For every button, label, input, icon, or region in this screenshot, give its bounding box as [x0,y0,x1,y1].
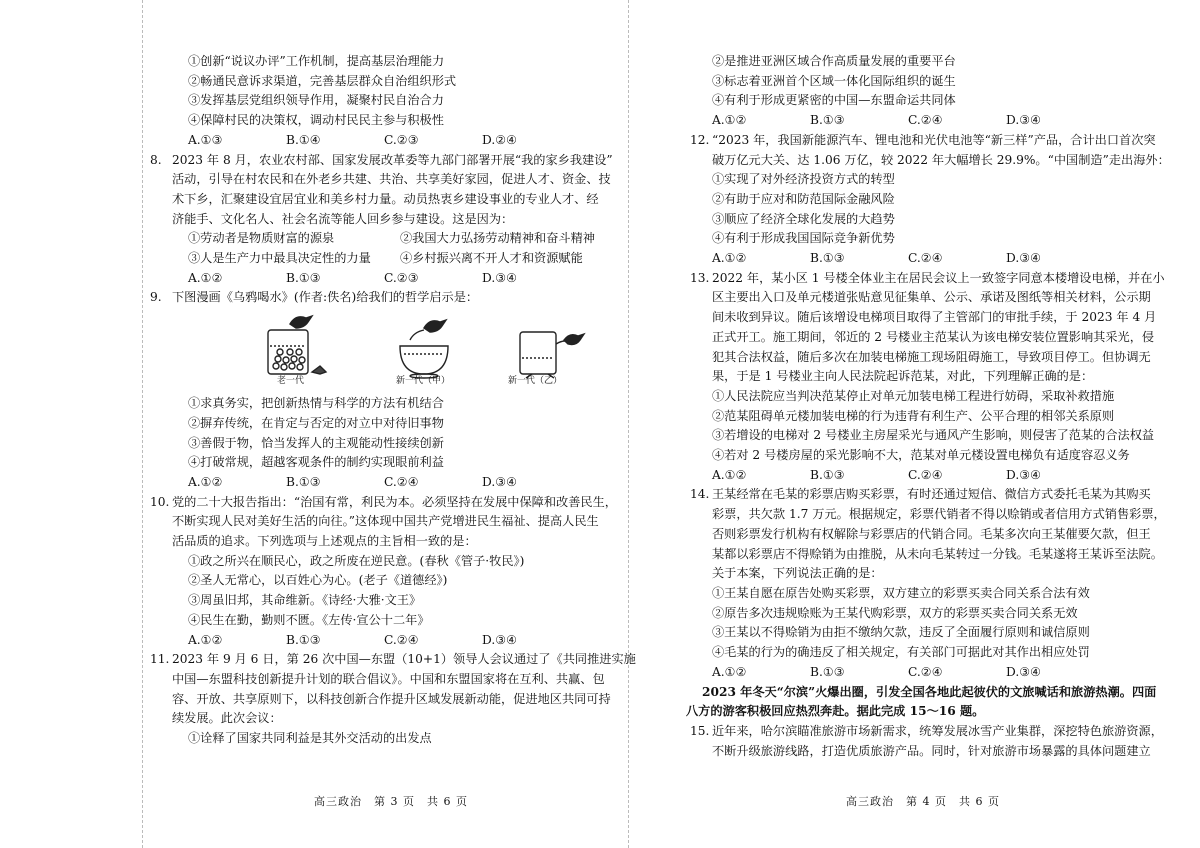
option-a: A.①② [712,113,747,128]
statement: ④民生在勤，勤则不匮。《左传·宣公十二年》 [188,612,430,627]
question-8 [150,151,613,289]
option-a: A.①② [712,251,747,266]
question-11-tail [712,52,1167,131]
caption-new-generation-b: 新一代（乙） [508,376,563,387]
intro-line: 2023 年冬天“尔滨”火爆出圈，引发全国各地此起彼伏的文旅喊话和旅游热潮。四面 [702,684,1157,699]
statement: ③周虽旧邦，其命维新。《诗经·大雅·文王》 [188,593,422,608]
stem-line: 犯其合法权益，随后多次在加装电梯施工现场阻碍施工，导致项目停工。但协调无 [712,349,1151,364]
material-intro [686,683,1167,722]
statement: ②畅通民意诉求渠道，完善基层群众自治组织形式 [188,73,457,88]
option-a: A.①② [188,474,223,489]
statement: ③标志着亚洲首个区域一体化国际组织的诞生 [712,73,956,88]
statement: ②摒弃传统，在肯定与否定的对立中对待旧事物 [188,415,444,430]
question-9 [150,288,612,492]
stem-line: 间未收到异议。随后该增设电梯项目取得了主管部门的审批手续，于 2023 年 4 月 [712,310,1157,325]
question-number: 8. [150,152,162,167]
statement: ③人是生产力中最具决定性的力量 [188,251,371,266]
option-b: B.①③ [286,632,321,647]
option-b: B.①④ [286,132,321,147]
statement: ①创新“说议办评”工作机制，提高基层治理能力 [188,54,445,68]
option-b: B.①③ [286,474,321,489]
stem-line: 容、开放、共享原则下，以科技创新合作提升区域发展新动能，促进地区共同可持 [172,691,611,706]
statement: ①求真务实，把创新热情与科学的方法有机结合 [188,396,444,411]
stem-line: 王某经常在毛某的彩票店购买彩票，有时还通过短信、微信方式委托毛某为其购买 [712,487,1151,502]
option-a: A.①② [188,632,223,647]
option-b: B.①③ [810,664,845,679]
statement: ④打破常规，超越客观条件的制约实现眼前利益 [188,455,444,470]
stem-line: 续发展。此次会议： [172,711,282,726]
statement: ③善假于物，恰当发挥人的主观能动性接续创新 [188,435,444,450]
option-c: C.②③ [384,132,419,147]
question-12 [690,131,1170,269]
question-15 [690,722,1167,761]
question-number: 12. [690,132,710,147]
question-number: 9. [150,290,162,305]
answer-options [172,631,612,651]
intro-line: 八方的游客积极回应热烈奔赴。据此完成 15～16 题。 [686,704,985,719]
page-divider [628,0,629,848]
question-7-tail [172,52,612,151]
answer-options [712,249,1167,269]
option-b: B.①③ [286,270,321,285]
right-column [686,52,1170,761]
statement: ④毛某的行为的确违反了相关规定，有关部门可据此对其作出相应处罚 [712,645,1090,660]
left-column [150,52,636,749]
statement: ①政之所兴在顺民心，政之所废在逆民意。(春秋《管子·牧民》) [188,553,525,568]
stem-line: 2023 年 9 月 6 日，第 26 次中国—东盟（10+1）领导人会议通过了《共同推进实施 [172,652,636,667]
answer-options [172,473,612,493]
crow-drinking-cartoon [172,310,612,392]
caption-new-generation-a: 新一代（甲） [396,376,451,387]
statement: ③王某以不得赊销为由拒不缴纳欠款，违反了全面履行原则和诚信原则 [712,625,1090,640]
answer-options [712,663,1167,683]
statement: ①诠释了国家共同利益是其外交活动的出发点 [188,731,432,746]
statement: ③发挥基层党组织领导作用，凝聚村民自治合力 [188,93,444,108]
option-c: C.②④ [384,474,419,489]
option-d: D.③④ [482,270,518,285]
answer-options [172,131,612,151]
question-10 [150,493,617,651]
option-c: C.②④ [384,632,419,647]
question-number: 13. [690,270,710,285]
statement: ③若增设的电梯对 2 号楼业主房屋采光与通风产生影响，则侵害了范某的合法权益 [712,428,1155,443]
stem-line: 济能手、文化名人、社会名流等能人回乡参与建设。这是因为： [172,211,514,226]
option-d: D.③④ [1006,113,1042,128]
stem-line: 正式开工。施工期间，邻近的 2 号楼业主范某认为该电梯安装位置影响其采光，侵 [712,329,1155,344]
question-number: 10. [150,494,170,509]
option-c: C.②④ [908,664,943,679]
question-14 [690,485,1167,682]
question-13 [690,269,1167,486]
option-d: D.③④ [1006,467,1042,482]
stem-line: 2022 年，某小区 1 号楼全体业主在居民会议上一致签字同意本楼增设电梯，并在小 [712,270,1165,285]
question-11 [150,650,636,749]
answer-options [172,269,612,289]
option-c: C.②④ [908,113,943,128]
option-b: B.①③ [810,113,845,128]
option-c: C.②③ [384,270,419,285]
stem-line: 术下乡，汇聚建设宜居宜业和美乡村力量。动员热衷乡建设事业的专业人才、经 [172,191,599,206]
answer-options [712,111,1167,131]
stem-line: 活动，引导在村农民和在外老乡共建、共治、共享美好家园，促进人才、资金、技 [172,172,611,187]
statement: ②是推进亚洲区域合作高质量发展的重要平台 [712,54,956,68]
statement: ③顺应了经济全球化发展的大趋势 [712,211,895,226]
option-a: A.①② [188,270,223,285]
option-b: B.①③ [810,251,845,266]
statement: ①人民法院应当判决范某停止对单元加装电梯工程进行妨碍，采取补救措施 [712,388,1115,403]
statement: ②原告多次违规赊账为王某代购彩票，双方的彩票买卖合同关系无效 [712,605,1078,620]
stem-line: 2023 年 8 月，农业农村部、国家发展改革委等九部门部署开展“我的家乡我建设” [172,152,613,167]
option-d: D.③④ [482,474,518,489]
stem-line: 中国—东盟科技创新提升计划的联合倡议》。中国和东盟国家将在互利、共赢、包 [172,671,605,686]
stem-line: 党的二十大报告指出：“治国有常，利民为本。必须坚持在发展中保障和改善民生， [172,494,617,509]
statement: ④有利于形成更紧密的中国—东盟命运共同体 [712,93,956,108]
statement: ④若对 2 号楼房屋的采光影响不大，范某对单元楼设置电梯负有适度容忍义务 [712,448,1130,463]
statement: ②我国大力弘扬劳动精神和奋斗精神 [400,231,595,246]
statement: ④保障村民的决策权，调动村民民主参与积极性 [188,113,444,128]
binding-line-left [142,0,143,848]
option-a: A.①② [712,467,747,482]
stem-line: 某都以彩票店不得赊销为由推脱，从未向毛某转过一分钱。毛某遂将王某诉至法院。 [712,546,1163,561]
footer-page-4: 高三政治 第 4 页 共 6 页 [846,795,1000,808]
option-c: C.②④ [908,467,943,482]
statement: ①王某自愿在原告处购买彩票，双方建立的彩票买卖合同关系合法有效 [712,585,1090,600]
stem-line: 近年来，哈尔滨瞄准旅游市场新需求，统筹发展冰雪产业集群，深挖特色旅游资源， [712,723,1163,738]
option-d: D.③④ [1006,251,1042,266]
statement: ②有助于应对和防范国际金融风险 [712,191,895,206]
option-b: B.①③ [810,467,845,482]
stem-line: 否则彩票发行机构有权解除与彩票店的代销合同。毛某多次向王某催要欠款，但王 [712,526,1151,541]
stem-line: 果，于是 1 号楼业主向人民法院起诉范某，对此，下列理解正确的是： [712,369,1094,384]
statement: ④有利于形成我国国际竞争新优势 [712,231,895,246]
statement: ①劳动者是物质财富的源泉 [188,231,335,246]
option-d: D.②④ [482,132,518,147]
footer-page-3: 高三政治 第 3 页 共 6 页 [314,795,468,808]
stem-line: 不断升级旅游线路，打造优质旅游产品。同时，针对旅游市场暴露的具体问题建立 [712,743,1151,758]
statement: ①实现了对外经济投资方式的转型 [712,172,895,187]
caption-old-generation: 老一代 [277,376,305,387]
option-a: A.①② [712,664,747,679]
stem-line: 不断实现人民对美好生活的向往。”这体现中国共产党增进民生福祉、提高人民生 [172,514,599,529]
answer-options [712,466,1167,486]
question-number: 11. [150,652,170,667]
option-d: D.③④ [482,632,518,647]
statement: ④乡村振兴离不开人才和资源赋能 [400,251,583,266]
option-d: D.③④ [1006,664,1042,679]
option-c: C.②④ [908,251,943,266]
stem-line: 下图漫画《乌鸦喝水》(作者:佚名)给我们的哲学启示是： [172,290,479,305]
stem-line: 区主要出入口及单元楼道张贴意见征集单、公示、承诺及图纸等相关材料，公示期 [712,290,1151,305]
statement: ②圣人无常心，以百姓心为心。(老子《道德经》) [188,573,448,588]
stem-line: “2023 年，我国新能源汽车、锂电池和光伏电池等“新三样”产品，合计出口首次突 [712,132,1156,147]
stem-line: 破万亿元大关、达 1.06 万亿，较 2022 年大幅增长 29.9%。“中国制造”走出海外： [712,152,1170,167]
option-a: A.①③ [188,132,223,147]
stem-line: 关于本案，下列说法正确的是： [712,566,883,581]
statement: ②范某阻碍单元楼加装电梯的行为违背有利生产、公平合理的相邻关系原则 [712,408,1115,423]
stem-line: 彩票，共欠款 1.7 万元。根据规定，彩票代销者不得以赊销或者信用方式销售彩票， [712,507,1166,522]
question-number: 14. [690,487,710,502]
question-number: 15. [690,723,710,738]
stem-line: 活品质的追求。下列选项与上述观点的主旨相一致的是： [172,534,477,549]
